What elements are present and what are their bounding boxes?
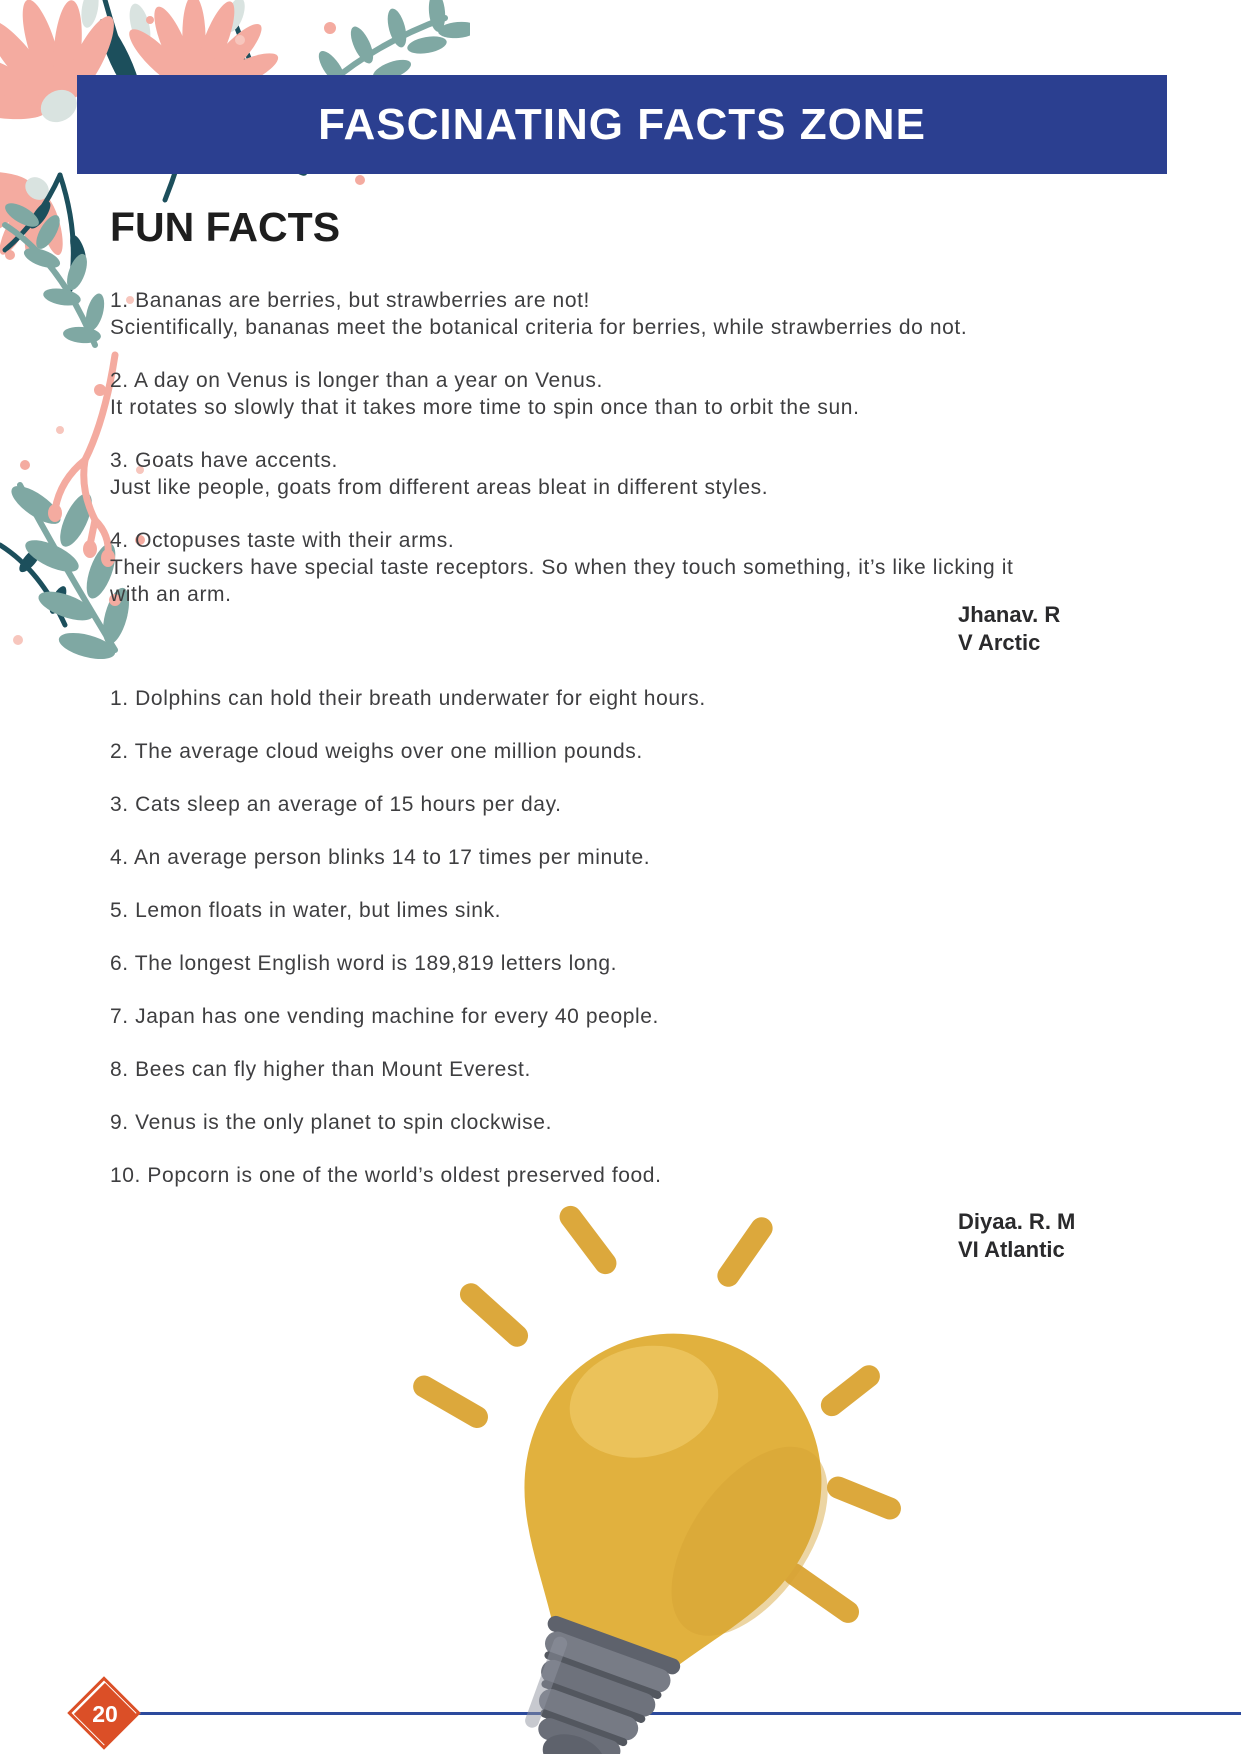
fact-item: 3. Cats sleep an average of 15 hours per day. bbox=[110, 793, 562, 816]
fact-line: 1. Bananas are berries, but strawberries are not! bbox=[110, 289, 590, 312]
section-title: FUN FACTS bbox=[110, 204, 341, 250]
fact-item: 8. Bees can fly higher than Mount Everest. bbox=[110, 1058, 531, 1081]
fact-item bbox=[110, 287, 1070, 341]
fact-line: Their suckers have special taste receptors. So when they touch something, it’s like licking it bbox=[110, 556, 1014, 579]
attribution-2 bbox=[958, 1208, 1075, 1264]
banner-title: FASCINATING FACTS ZONE bbox=[318, 99, 926, 149]
fact-item: 10. Popcorn is one of the world’s oldest preserved food. bbox=[110, 1164, 662, 1187]
fact-item: 6. The longest English word is 189,819 letters long. bbox=[110, 952, 618, 975]
fact-item bbox=[110, 447, 1070, 501]
attribution-2-name: Diyaa. R. M bbox=[958, 1209, 1076, 1234]
banner bbox=[77, 75, 1167, 174]
fact-line: 3. Goats have accents. bbox=[110, 449, 338, 472]
fact-item: 4. An average person blinks 14 to 17 times per minute. bbox=[110, 846, 651, 869]
page-number-badge bbox=[68, 1677, 142, 1751]
fact-line: 4. Octopuses taste with their arms. bbox=[110, 529, 455, 552]
fact-item: 5. Lemon floats in water, but limes sink. bbox=[110, 899, 502, 922]
attribution-1 bbox=[958, 601, 1060, 657]
lightbulb-body bbox=[428, 1289, 891, 1754]
fact-item: 7. Japan has one vending machine for every 40 people. bbox=[110, 1005, 659, 1028]
lightbulb-icon bbox=[320, 1080, 920, 1754]
fact-item: 9. Venus is the only planet to spin clockwise. bbox=[110, 1111, 553, 1134]
attribution-2-grade: VI Atlantic bbox=[958, 1237, 1065, 1262]
fun-facts-list-1 bbox=[110, 287, 1070, 634]
fact-line: Scientifically, bananas meet the botanical criteria for berries, while strawberries do not. bbox=[110, 316, 968, 339]
fact-line: It rotates so slowly that it takes more time to spin once than to orbit the sun. bbox=[110, 396, 860, 419]
fact-line: 2. A day on Venus is longer than a year on Venus. bbox=[110, 369, 603, 392]
attribution-1-grade: V Arctic bbox=[958, 630, 1041, 655]
fact-item: 1. Dolphins can hold their breath underwater for eight hours. bbox=[110, 687, 706, 710]
fact-line: with an arm. bbox=[110, 583, 232, 606]
fact-item bbox=[110, 527, 1070, 608]
fact-line: Just like people, goats from different areas bleat in different styles. bbox=[110, 476, 769, 499]
fact-item: 2. The average cloud weighs over one million pounds. bbox=[110, 740, 643, 763]
attribution-1-name: Jhanav. R bbox=[958, 602, 1061, 627]
fact-item bbox=[110, 367, 1070, 421]
page-number: 20 bbox=[92, 1700, 118, 1727]
